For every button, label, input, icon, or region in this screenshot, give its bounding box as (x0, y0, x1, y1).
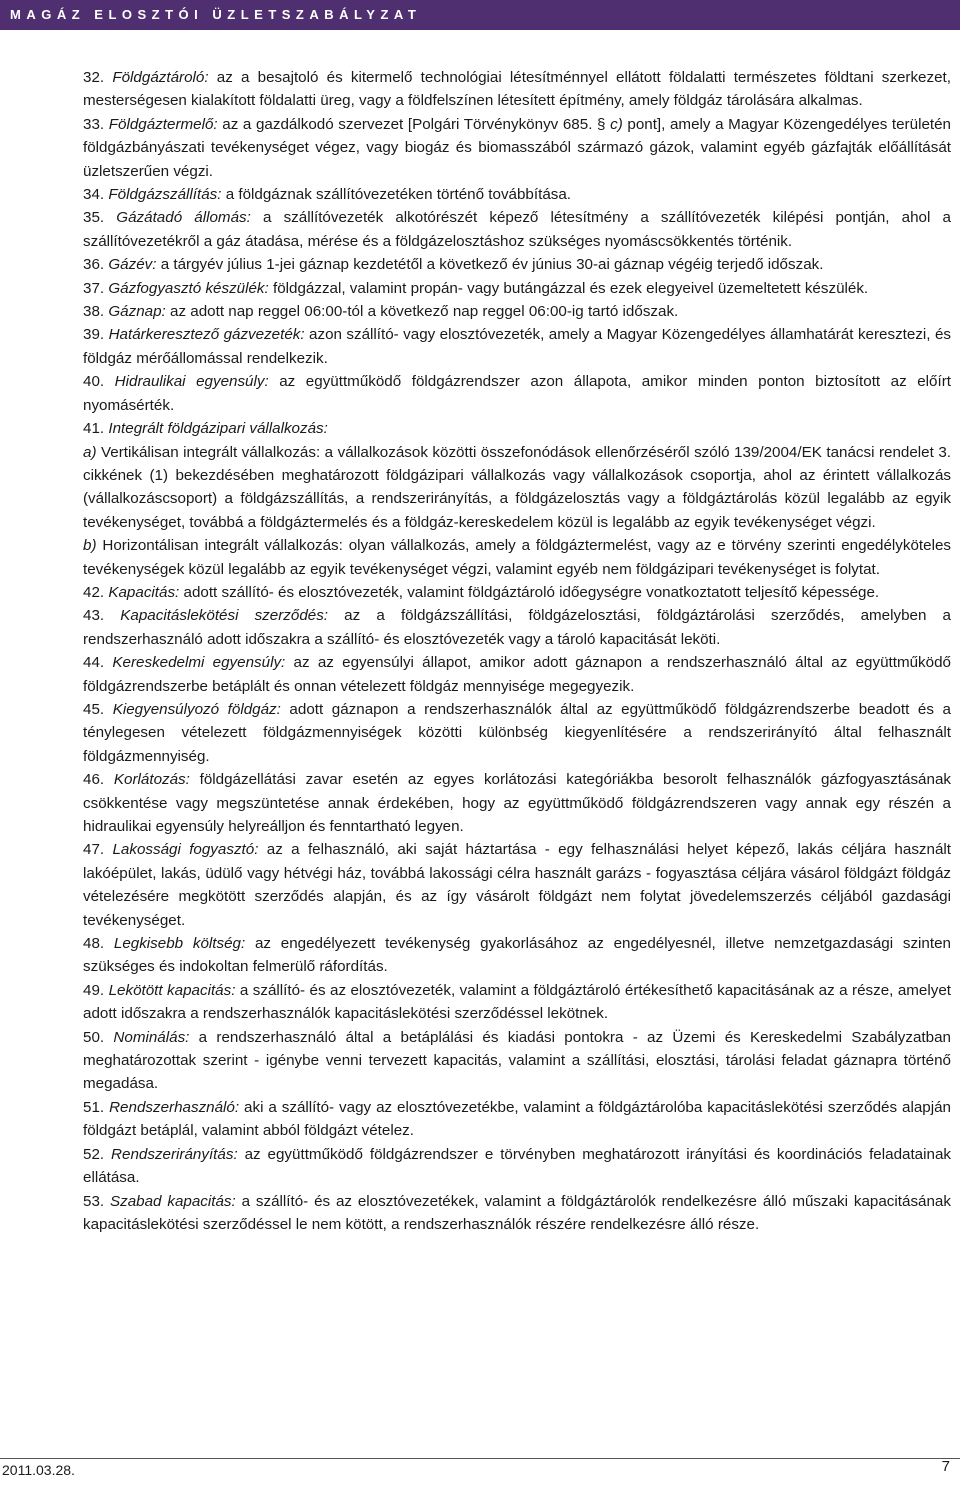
footer-date: 2011.03.28. (2, 1462, 75, 1478)
entry-text: az együttműködő földgázrendszer azon állapota, amikor minden ponton biztosított az előírt nyomásérték. (83, 373, 951, 414)
entry-term: Rendszerhasználó: (109, 1098, 240, 1116)
entry-number: 48. (83, 935, 105, 953)
entry-text: az a földgázszállítási, földgázelosztási, földgáztárolási szerződés, amelyben a rendszerhasználó adott időszakra a szállító- és elosztóvezeték vagy a tároló kapacitását leköti. (83, 607, 951, 648)
definition-41-b (83, 534, 951, 581)
definition-45 (83, 698, 951, 768)
page-number: 7 (941, 1458, 950, 1475)
entry-text: az adott nap reggel 06:00-tól a következő nap reggel 06:00-ig tartó időszak. (165, 303, 679, 321)
entry-term: Kiegyensúlyozó földgáz: (112, 700, 281, 718)
definition-43 (83, 604, 951, 651)
definition-42 (83, 581, 951, 604)
entry-text: földgázellátási zavar esetén az egyes korlátozási kategóriákba besorolt felhasználók gázfogyasztásának csökkentése vagy megszüntetése annak érdekében, hogy az együttműködő földgázrendszeren vagy annak egy részén a hidraulikai egyensúly helyreálljon és fenntartható legyen. (83, 771, 951, 835)
entry-text: a szállító- és az elosztóvezetékek, valamint a földgáztárolók rendelkezésre álló műszaki kapacitásának kapacitáslekötési szerződéssel le nem kötött, a rendszerhasználók részére rendelkezésre álló része. (83, 1192, 951, 1233)
definition-39 (83, 323, 951, 370)
entry-number: 43. (83, 607, 105, 625)
definition-48 (83, 932, 951, 979)
entry-term: Kapacitás: (108, 583, 180, 601)
entry-term: Integrált földgázipari vállalkozás: (108, 420, 328, 438)
sub-text: Horizontálisan integrált vállalkozás: olyan vállalkozás, amely a földgáztermelést, vagy az e törvény szerinti engedélyköteles tevékenységek közül legalább az egyik tevékenységet végzi, valamint egyéb nem földgázipari tevékenységet is folytat. (83, 537, 951, 578)
entry-number: 51. (83, 1098, 105, 1116)
entry-text: a rendszerhasználó által a betáplálási és kiadási pontokra - az Üzemi és Kereskedelmi Szabályzatban meghatározottak szerint - igénybe venni tervezett kapacitás, valamint a szállítási, elosztási, tárolási feladat gáznapra történő megadása. (83, 1028, 951, 1093)
definition-47 (83, 838, 951, 932)
entry-text: az a besajtoló és kitermelő technológiai létesítménnyel ellátott földalatti természetes földtani szerkezet, mesterségesen kialakított földalatti üreg, vagy a földfelszínen létesített építmény, amely földgáz tárolására alkalmas. (83, 69, 951, 110)
entry-text: a szállító- és az elosztóvezeték, valamint a földgáztároló értékesíthető kapacitásának az a része, amelyet adott időszakra a rendszerhasználók kapacitáslekötési szerződéssel lekötnek. (83, 981, 951, 1023)
entry-number: 46. (83, 771, 105, 789)
entry-term: Legkisebb költség: (113, 935, 246, 953)
entry-term: Nominálás: (113, 1028, 190, 1046)
page-header (0, 0, 960, 30)
entry-text: azon szállító- vagy elosztóvezeték, amely a Magyar Közengedélyes államhatárát keresztezi, és földgáz mérőállomással rendelkezik. (83, 326, 951, 367)
definition-46 (83, 768, 951, 838)
entry-number: 49. (83, 981, 105, 999)
entry-number: 53. (83, 1192, 105, 1210)
entry-number: 47. (83, 841, 105, 859)
definition-50 (83, 1026, 951, 1096)
entry-term: Gázfogyasztó készülék: (108, 279, 269, 297)
entry-term: Földgázszállítás: (108, 186, 222, 204)
definition-51 (83, 1096, 951, 1143)
entry-text: a tárgyév július 1-jei gáznap kezdetétől a következő év június 30-ai gáznap végéig terjedő időszak. (156, 256, 824, 274)
entry-text: a földgáznak szállítóvezetéken történő továbbítása. (221, 186, 572, 204)
definition-38 (83, 300, 951, 323)
entry-number: 50. (83, 1028, 105, 1046)
entry-number: 38. (83, 303, 105, 321)
entry-number: 34. (83, 186, 105, 204)
definition-40 (83, 370, 951, 417)
entry-term: Rendszerirányítás: (111, 1145, 238, 1163)
definition-53 (83, 1190, 951, 1237)
definition-41-a (83, 441, 951, 535)
sub-label: b) (83, 537, 97, 555)
entry-text: adott szállító- és elosztóvezeték, valamint földgáztároló időegységre vonatkoztatott teljesítő képessége. (179, 583, 880, 601)
definition-32 (83, 66, 951, 113)
entry-number: 45. (83, 700, 105, 718)
definition-37 (83, 277, 951, 300)
entry-text: az a gazdálkodó szervezet [Polgári Törvénykönyv 685. § (217, 115, 611, 133)
entry-term: Gáznap: (108, 303, 166, 321)
entry-number: 52. (83, 1145, 105, 1163)
entry-term: Földgáztermelő: (108, 115, 218, 133)
entry-number: 37. (83, 279, 105, 297)
entry-text: földgázzal, valamint propán- vagy butángázzal és ezek elegyeivel üzemeltetett készülék. (268, 279, 869, 297)
entry-number: 35. (83, 209, 105, 227)
definition-33 (83, 113, 951, 183)
entry-text: az engedélyezett tevékenység gyakorlásához az engedélyesnél, illetve nemzetgazdasági szinten szükséges és indokoltan felmerülő ráfordítás. (83, 935, 951, 976)
entry-term: Gázátadó állomás: (116, 209, 251, 227)
entry-number: 42. (83, 583, 105, 601)
entry-number: 33. (83, 115, 105, 133)
entry-term: Gázév: (108, 256, 157, 274)
sub-text: Vertikálisan integrált vállalkozás: a vállalkozások közötti összefonódások ellenőrzéséről szóló 139/2004/EK tanácsi rendelet 3. cikkének (1) bekezdésében meghatározott földgázipari vállalkozás vagy vállalkozások csoportja, ahol az érintett vállalkozás (vállalkozáscsoport) a földgázszállítás, a rendszerirányítás, a földgázelosztás vagy a földgáztárolás közül legalább az egyik tevékenységet, továbbá a földgáztermelés és a földgáz-kereskedelem közül is legalább az egyik tevékenységet végzi. (83, 443, 951, 531)
entry-number: 32. (83, 69, 105, 86)
entry-number: 41. (83, 420, 105, 438)
definition-34 (83, 183, 951, 206)
footer-divider (0, 1458, 960, 1459)
entry-term: Földgáztároló: (112, 69, 209, 86)
document-title: MAGÁZ ELOSZTÓI ÜZLETSZABÁLYZAT (10, 7, 422, 22)
sub-label: a) (83, 443, 97, 461)
entry-term: Lekötött kapacitás: (108, 981, 236, 999)
definition-41 (83, 417, 951, 440)
document-body (83, 66, 951, 1236)
entry-number: 36. (83, 256, 105, 274)
entry-text: az együttműködő földgázrendszer e törvényben meghatározott irányítási és koordinációs feladatainak ellátása. (83, 1145, 951, 1187)
entry-term: Kereskedelmi egyensúly: (112, 654, 286, 672)
definition-49 (83, 979, 951, 1026)
entry-term: Határkeresztező gázvezeték: (108, 326, 305, 344)
entry-term: Kapacitáslekötési szerződés: (120, 607, 329, 625)
entry-term: Lakossági fogyasztó: (112, 841, 259, 859)
entry-number: 44. (83, 654, 105, 672)
entry-text: adott gáznapon a rendszerhasználók által az együttműködő földgázrendszerbe beadott és a ténylegesen vételezett földgázmennyiségek közötti különbség kiegyenlítésére a rendszerirányító által felhasznált földgázmennyiség. (83, 700, 951, 765)
entry-number: 40. (83, 373, 105, 391)
entry-text: aki a szállító- vagy az elosztóvezetékbe, valamint a földgáztárolóba kapacitáslekötési szerződés alapján földgázt betáplál, valamint abból földgázt vételez. (83, 1098, 951, 1140)
entry-text: az az egyensúlyi állapot, amikor adott gáznapon a rendszerhasználó által az együttműködő földgázrendszerbe betáplált és onnan vételezett földgáz mennyisége megegyezik. (83, 654, 951, 695)
entry-number: 39. (83, 326, 105, 344)
definition-44 (83, 651, 951, 698)
entry-term: Korlátozás: (113, 771, 190, 789)
entry-text: a szállítóvezeték alkotórészét képező létesítmény a szállítóvezeték kilépési pontján, ahol a szállítóvezetékről a gáz átadása, mérése és a földgázelosztáshoz szükséges nyomáscsökkentés történik. (83, 209, 951, 250)
entry-term: Szabad kapacitás: (109, 1192, 236, 1210)
entry-term: Hidraulikai egyensúly: (114, 373, 269, 391)
definition-35 (83, 206, 951, 253)
entry-text: pont], amely a Magyar Közengedélyes területén földgázbányászati tevékenységet végez, vagy biogáz és biomasszából származó gázok, valamint egyéb gázfajták előállítását üzletszerűen végzi. (83, 115, 951, 180)
entry-text: az a felhasználó, aki saját háztartása - egy felhasználási helyet képező, lakás céljára használt lakóépület, lakás, üdülő vagy hétvégi ház, továbbá lakossági célra használt garázs - fogyasztása céljára vásárol földgázt földgáz vételezésére megkötött szerződés alapján, és az így vásárolt földgázt nem folytat jövedelemszerzés céljából gazdasági tevékenységet. (83, 841, 951, 929)
definition-36 (83, 253, 951, 276)
definition-52 (83, 1143, 951, 1190)
entry-term: c) (610, 115, 623, 133)
